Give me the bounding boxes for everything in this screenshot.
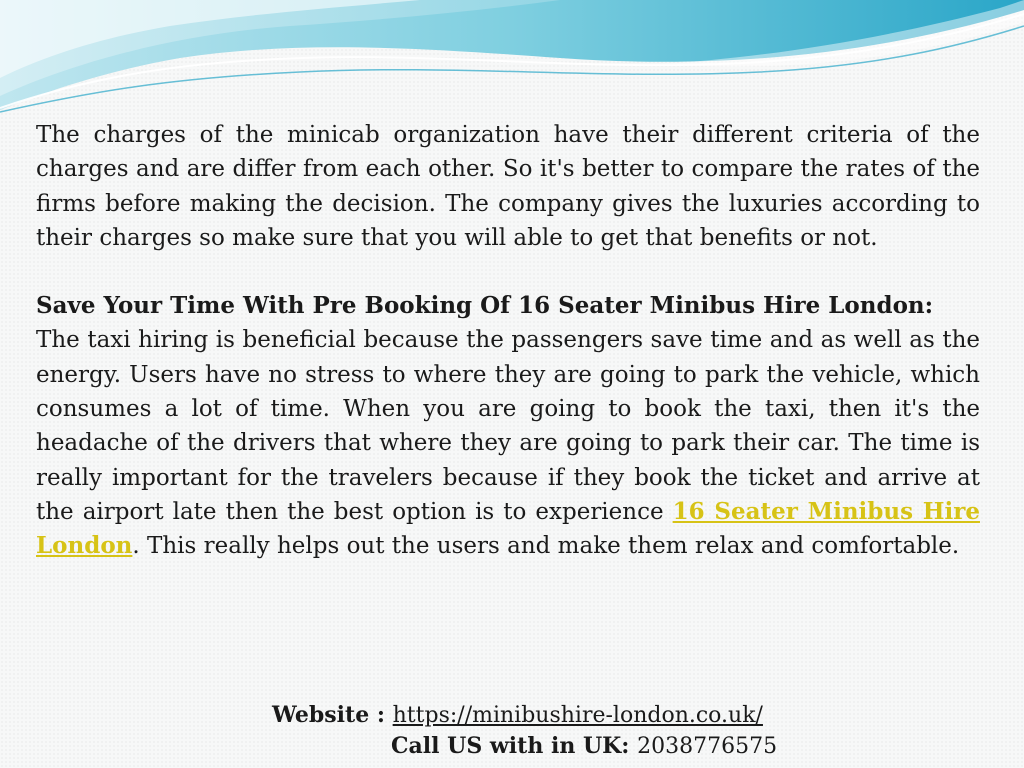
website-link[interactable]: https://minibushire-london.co.uk/ xyxy=(392,703,763,728)
body-text-before-link: The taxi hiring is beneficial because the passengers save time and as well as the energy. Users have no stress to where they are going to park the vehicle, which consumes a lot of time. When you are going to book the taxi, then it's the headache of the drivers that where they are going to park their car. The time is really important for the travelers because if they book the ticket and arrive at the airport late then the best option is to experience xyxy=(36,327,980,525)
body-text-after-link: . This really helps out the users and make them relax and comfortable. xyxy=(132,533,960,560)
body-paragraph xyxy=(36,323,980,563)
intro-paragraph: The charges of the minicab organization have their different criteria of the charges and are differ from each other. So it's better to compare the rates of the firms before making the decision. The company gives the luxuries according to their charges so make sure that you will able to get that benefits or not. xyxy=(36,122,980,251)
section-heading: Save Your Time With Pre Booking Of 16 Seater Minibus Hire London: xyxy=(36,292,934,320)
phone-number: 2038776575 xyxy=(637,734,778,759)
footer-website xyxy=(0,702,1024,728)
website-label: Website : xyxy=(272,702,393,728)
main-content xyxy=(36,118,980,564)
header-wave-decoration xyxy=(0,0,1024,115)
footer-call xyxy=(0,733,1024,759)
call-label: Call US with in UK: xyxy=(391,733,638,759)
minibus-hire-link[interactable]: 16 Seater Minibus Hire London xyxy=(36,497,980,560)
